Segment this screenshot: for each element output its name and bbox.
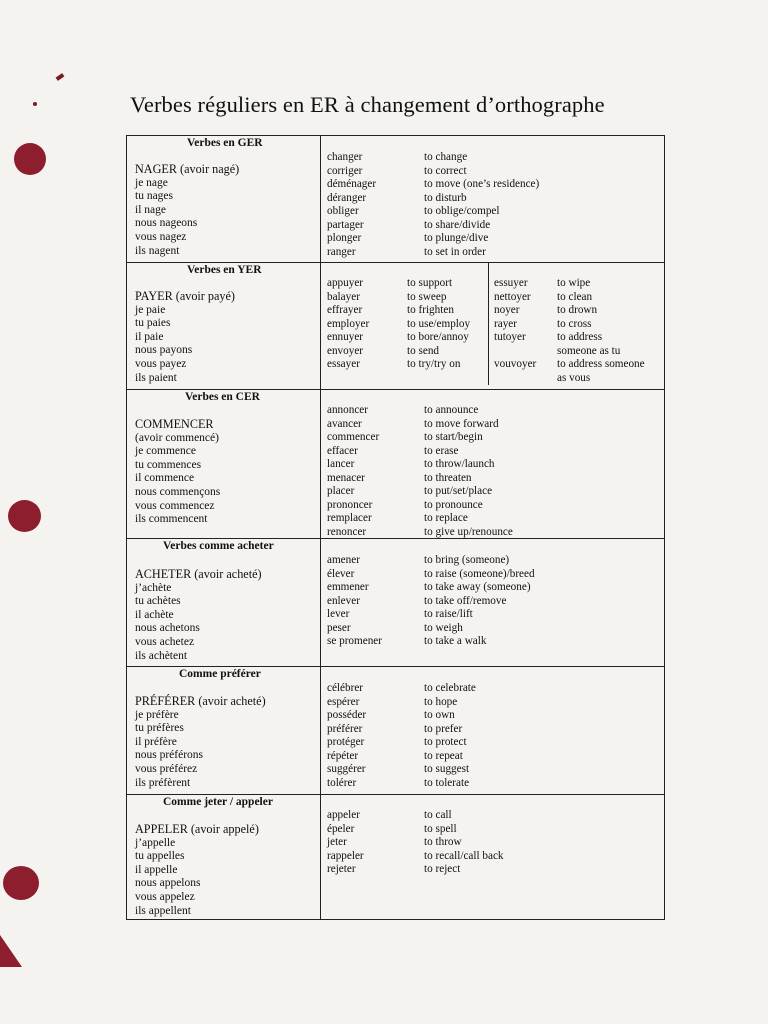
verb-french: déranger (327, 191, 367, 204)
conjugation-line: je paie (135, 303, 166, 316)
verb-row (327, 178, 657, 192)
conjugation-line: je nage (135, 176, 168, 189)
conjugation-line: nous payons (135, 344, 193, 357)
conjugation-line: nous nageons (135, 217, 198, 230)
ink-blot (3, 866, 39, 900)
conjugation-line: ils appellent (135, 904, 191, 917)
verb-french: nettoyer (494, 290, 531, 303)
conjugation-line: vous commencez (135, 499, 215, 512)
verb-french: élever (327, 567, 355, 580)
verb-french: se promener (327, 635, 382, 647)
verb-french: employer (327, 317, 370, 330)
verb-french: appeler (327, 809, 360, 821)
verb-french: amener (327, 554, 360, 566)
verb-english: to start/begin (424, 431, 483, 443)
conjugation-line: j’achète (135, 581, 172, 594)
verb-english: to disturb (424, 191, 467, 204)
verb-row (327, 291, 487, 305)
verb-row (327, 445, 657, 459)
verb-row (327, 345, 487, 359)
verb-row (327, 595, 657, 609)
verb-french: répéter (327, 749, 359, 762)
verb-french: obliger (327, 205, 359, 217)
verb-english: to use/employ (407, 317, 471, 330)
ink-blot (14, 143, 46, 175)
verb-row (494, 304, 664, 318)
verb-french: posséder (327, 709, 367, 721)
verb-row (327, 836, 657, 850)
verb-english: to hope (424, 695, 458, 708)
column-divider (320, 667, 321, 794)
verb-english: to share/divide (424, 218, 491, 231)
ink-speck (56, 73, 65, 81)
verb-french: jeter (327, 836, 347, 848)
verb-row (327, 763, 657, 777)
verb-english: to celebrate (424, 682, 476, 694)
verb-row (327, 622, 657, 636)
verb-row (494, 372, 664, 386)
conjugation-line: il achète (135, 608, 174, 621)
conjugation-line: nous achetons (135, 622, 200, 635)
verb-row (327, 750, 657, 764)
verb-french: partager (327, 218, 364, 231)
conjugation-line: il commence (135, 472, 195, 485)
verb-row (327, 863, 657, 877)
verb-english: to set in order (424, 245, 486, 258)
verb-row (494, 291, 664, 305)
verb-english: to repeat (424, 749, 463, 762)
verb-english: to change (424, 151, 468, 163)
conjugation-line: nous commençons (135, 485, 221, 498)
ink-corner-mark (0, 935, 22, 967)
conjugation-line: NAGER (avoir nagé) (135, 162, 240, 176)
conjugation-line: PAYER (avoir payé) (135, 289, 235, 303)
conjugation-line: APPELER (avoir appelé) (135, 822, 259, 836)
verb-table (126, 135, 665, 920)
verb-row (327, 246, 657, 260)
verb-english: to announce (424, 404, 479, 416)
verb-english: to protect (424, 736, 467, 748)
verb-french: rappeler (327, 849, 364, 862)
verb-french: tolérer (327, 776, 357, 789)
verb-english: to pronounce (424, 498, 483, 511)
verb-french: appuyer (327, 277, 364, 289)
verb-english: to erase (424, 444, 459, 457)
verb-english: to clean (557, 290, 593, 303)
verb-french: rejeter (327, 863, 356, 875)
verb-english: to frighten (407, 304, 454, 316)
section-heading: Verbes en GER (187, 137, 263, 149)
section-heading: Comme jeter / appeler (163, 796, 273, 808)
verb-english: to sweep (407, 290, 447, 303)
verb-english: to support (407, 277, 453, 289)
verb-row (327, 165, 657, 179)
verb-french: annoncer (327, 404, 368, 416)
verb-english: to cross (557, 317, 592, 330)
verb-list (327, 682, 657, 790)
section-acheter (127, 539, 664, 667)
conjugation-line: ils paient (135, 371, 177, 384)
verb-french: vouvoyer (494, 358, 537, 370)
conjugation-line: ils nagent (135, 244, 180, 257)
section-jeter-appeler (127, 795, 664, 919)
conjugation-list (135, 823, 259, 918)
conjugation-line: tu appelles (135, 850, 185, 863)
column-divider (320, 136, 321, 262)
conjugation-line: vous achetez (135, 635, 195, 648)
conjugation-line: ils achètent (135, 649, 188, 662)
verb-french: corriger (327, 164, 363, 177)
verb-french: lever (327, 608, 350, 620)
verb-english: to correct (424, 164, 467, 177)
verb-list (327, 277, 487, 372)
verb-english: to send (407, 344, 440, 357)
verb-row (327, 736, 657, 750)
verb-row (327, 358, 487, 372)
conjugation-list (135, 568, 262, 663)
conjugation-line: nous préférons (135, 749, 204, 762)
verb-english: to recall/call back (424, 849, 504, 862)
conjugation-line: PRÉFÉRER (avoir acheté) (135, 694, 266, 708)
conjugation-line: (avoir commencé) (135, 431, 219, 444)
verb-english: to spell (424, 822, 457, 835)
verb-english: to raise/lift (424, 608, 473, 620)
verb-row (327, 205, 657, 219)
verb-english: to drown (557, 304, 598, 316)
verb-french: plonger (327, 232, 362, 244)
verb-french: essayer (327, 358, 360, 370)
verb-english: someone as tu (557, 344, 621, 357)
verb-row (327, 809, 657, 823)
verb-french: commencer (327, 431, 380, 443)
section-heading: Verbes comme acheter (163, 540, 274, 552)
column-divider (320, 795, 321, 919)
verb-row (327, 499, 657, 513)
verb-french: protéger (327, 736, 365, 748)
verb-english: to tolerate (424, 776, 470, 789)
verb-row (327, 635, 657, 649)
verb-french: envoyer (327, 344, 364, 357)
verb-french: préférer (327, 722, 363, 735)
verb-english: to take off/remove (424, 594, 507, 607)
verb-english: to oblige/compel (424, 205, 500, 217)
conjugation-line: il nage (135, 203, 166, 216)
verb-row (327, 485, 657, 499)
conjugation-line: je préfère (135, 708, 179, 721)
conjugation-line: vous nagez (135, 230, 187, 243)
verb-french: effacer (327, 444, 358, 457)
verb-english: to throw/launch (424, 458, 495, 470)
verb-english: to move forward (424, 417, 499, 430)
verb-french: célébrer (327, 682, 364, 694)
conjugation-line: ACHETER (avoir acheté) (135, 567, 262, 581)
verb-english: to throw (424, 836, 462, 848)
verb-french: enlever (327, 594, 360, 607)
ink-speck (33, 102, 37, 106)
column-divider (320, 263, 321, 389)
verb-row (494, 318, 664, 332)
verb-english: to take away (someone) (424, 581, 531, 593)
verb-english: to replace (424, 512, 468, 524)
verb-row (327, 458, 657, 472)
verb-english: as vous (557, 371, 591, 384)
verb-row (327, 608, 657, 622)
conjugation-line: tu nages (135, 190, 174, 203)
verb-french: ranger (327, 245, 356, 258)
verb-english: to take a walk (424, 635, 487, 647)
verb-row (494, 358, 664, 372)
ink-blot (8, 500, 41, 532)
conjugation-line: il paie (135, 330, 164, 343)
verb-list-secondary (494, 277, 664, 385)
verb-french: tutoyer (494, 331, 526, 343)
verb-english: to own (424, 709, 455, 721)
conjugation-line: tu paies (135, 317, 171, 330)
section-heading: Verbes en YER (187, 264, 262, 276)
verb-english: to reject (424, 863, 461, 875)
verb-list (327, 151, 657, 259)
verb-english: to give up/renounce (424, 525, 513, 538)
verb-row (327, 850, 657, 864)
verb-english: to wipe (557, 277, 591, 289)
verb-row (327, 472, 657, 486)
verb-row (327, 823, 657, 837)
column-divider (320, 390, 321, 538)
verb-row (327, 723, 657, 737)
verb-row (494, 345, 664, 359)
verb-row (327, 512, 657, 526)
conjugation-line: COMMENCER (135, 417, 214, 431)
verb-french: changer (327, 151, 363, 163)
verb-french: balayer (327, 290, 360, 303)
verb-english: to prefer (424, 722, 463, 735)
verb-french: épeler (327, 822, 355, 835)
verb-row (327, 777, 657, 791)
verb-row (327, 581, 657, 595)
verb-english: to call (424, 809, 452, 821)
verb-english: to put/set/place (424, 485, 493, 497)
verb-row (327, 192, 657, 206)
conjugation-line: tu achètes (135, 595, 181, 608)
conjugation-line: ils préfèrent (135, 776, 191, 789)
verb-english: to plunge/dive (424, 232, 489, 244)
verb-french: renoncer (327, 525, 367, 538)
section-yer (127, 263, 664, 390)
verb-list (327, 809, 657, 877)
section-cer (127, 390, 664, 539)
section-ger (127, 136, 664, 263)
verb-french: rayer (494, 317, 517, 330)
column-divider (320, 539, 321, 666)
verb-french: avancer (327, 417, 362, 430)
verb-row (327, 554, 657, 568)
section-preferer (127, 667, 664, 795)
page-title: Verbes réguliers en ER à changement d’orthographe (130, 92, 605, 117)
conjugation-line: tu préfères (135, 722, 184, 735)
column-divider (488, 263, 489, 385)
verb-english: to threaten (424, 471, 472, 484)
conjugation-list (135, 163, 239, 258)
verb-row (327, 696, 657, 710)
conjugation-line: j’appelle (135, 836, 176, 849)
verb-french: espérer (327, 695, 360, 708)
verb-english: to bore/annoy (407, 331, 469, 343)
conjugation-line: vous préférez (135, 762, 198, 775)
verb-row (327, 526, 657, 540)
conjugation-list (135, 418, 220, 527)
section-heading: Verbes en CER (185, 391, 260, 403)
verb-french: lancer (327, 458, 355, 470)
verb-french: essuyer (494, 277, 528, 289)
conjugation-line: il préfère (135, 735, 177, 748)
verb-row (327, 277, 487, 291)
verb-row (327, 431, 657, 445)
verb-english: to raise (someone)/breed (424, 567, 535, 580)
conjugation-line: il appelle (135, 863, 178, 876)
conjugation-line: nous appelons (135, 877, 201, 890)
verb-english: to weigh (424, 621, 463, 634)
verb-list (327, 404, 657, 539)
verb-row (327, 418, 657, 432)
verb-french: peser (327, 621, 351, 634)
verb-row (327, 682, 657, 696)
verb-english: to address someone (557, 358, 645, 370)
verb-french: prononcer (327, 498, 373, 511)
verb-french: suggérer (327, 763, 366, 775)
verb-row (327, 318, 487, 332)
verb-english: to address (557, 331, 603, 343)
verb-french: ennuyer (327, 331, 364, 343)
verb-row (327, 232, 657, 246)
verb-french: effrayer (327, 304, 363, 316)
section-heading: Comme préférer (179, 668, 261, 680)
verb-row (327, 219, 657, 233)
verb-row (327, 151, 657, 165)
conjugation-line: tu commences (135, 458, 202, 471)
conjugation-line: vous appelez (135, 890, 195, 903)
verb-english: to bring (someone) (424, 554, 510, 566)
verb-row (327, 304, 487, 318)
verb-row (327, 404, 657, 418)
conjugation-line: ils commencent (135, 513, 208, 526)
verb-row (494, 331, 664, 345)
verb-row (327, 568, 657, 582)
verb-french: déménager (327, 178, 377, 190)
verb-list (327, 554, 657, 649)
verb-french: emmener (327, 581, 369, 593)
verb-row (327, 709, 657, 723)
verb-english: to suggest (424, 763, 470, 775)
verb-english: to move (one’s residence) (424, 178, 540, 190)
verb-row (494, 277, 664, 291)
verb-french: placer (327, 485, 355, 497)
conjugation-line: je commence (135, 445, 196, 458)
verb-english: to try/try on (407, 358, 461, 370)
conjugation-line: vous payez (135, 357, 187, 370)
conjugation-list (135, 290, 235, 385)
verb-french: remplacer (327, 512, 372, 524)
verb-french: menacer (327, 471, 365, 484)
conjugation-list (135, 695, 266, 790)
verb-row (327, 331, 487, 345)
verb-french: noyer (494, 304, 520, 316)
